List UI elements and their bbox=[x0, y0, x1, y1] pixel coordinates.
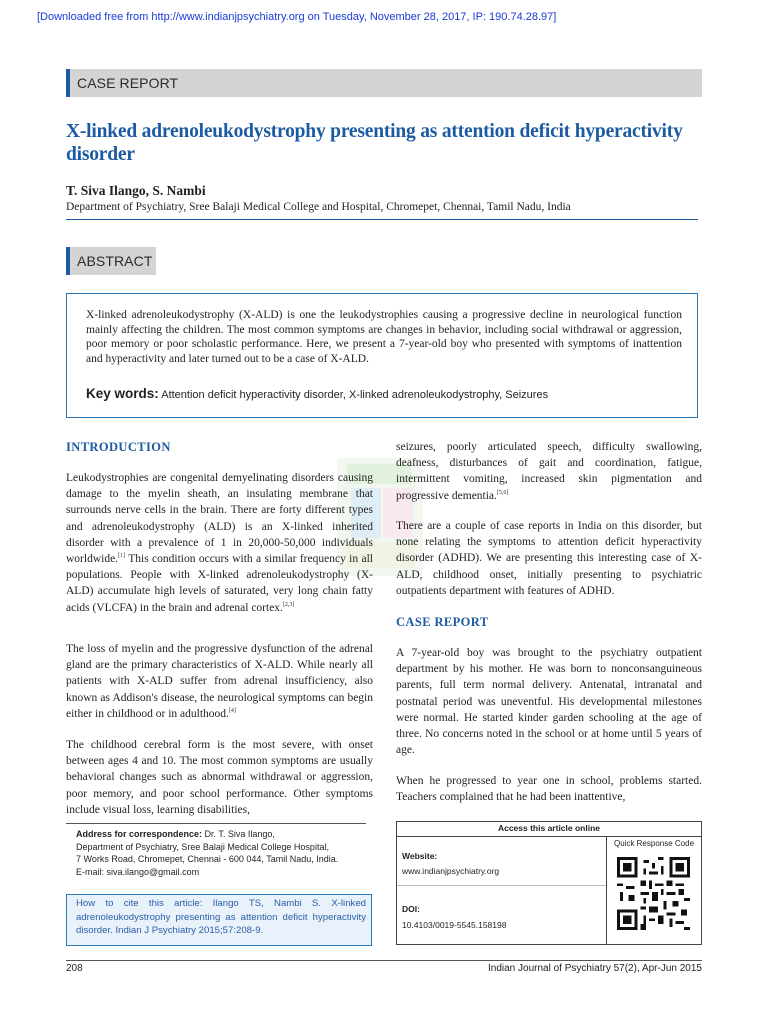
keywords-list: Attention deficit hyperactivity disorder, X-linked adrenoleukodystrophy, Seizures bbox=[161, 389, 549, 401]
section-label-bar bbox=[66, 69, 702, 97]
access-box-divider bbox=[606, 837, 607, 945]
correspondence-line: 7 Works Road, Chromepet, Chennai - 600 044, Tamil Nadu, India. bbox=[76, 854, 339, 865]
introduction-paragraph-3: The childhood cerebral form is the most severe, with onset between ages 4 and 10. The most common symptoms are usually behavioral changes such as abnormal withdrawal or aggression, poor memory, and poor school performance. Other symptoms include visual loss, learning disabilities, bbox=[66, 739, 373, 816]
citation-ref: [2,3] bbox=[282, 601, 295, 608]
citation-ref: [4] bbox=[228, 707, 236, 714]
citation-ref: [1] bbox=[118, 553, 126, 560]
correspondence-block bbox=[76, 828, 338, 878]
qr-code-icon[interactable] bbox=[617, 857, 690, 930]
page-number: 208 bbox=[66, 963, 83, 974]
correspondence-divider bbox=[66, 823, 366, 824]
citation-ref: [5,6] bbox=[496, 489, 509, 496]
citation-text: How to cite this article: Ilango TS, Nambi S. X-linked adrenoleukodystrophy presenting as attention deficit hyperactivity disorder. Indian J Psychiatry 2015;57:208-9. bbox=[76, 898, 366, 937]
article-title: X-linked adrenoleukodystrophy presenting as attention deficit hyperactivity disorder bbox=[66, 121, 683, 165]
qr-code-label: Quick Response Code bbox=[613, 839, 695, 848]
footer-divider bbox=[66, 960, 702, 961]
right-column-paragraph-1: seizures, poorly articulated speech, difficulty swallowing, deafness, disturbances of gait and coordination, fatigue, intermittent vomiting, increased skin pigmentation and progressive dementia.[5,6] bbox=[396, 441, 702, 502]
introduction-heading: INTRODUCTION bbox=[66, 440, 171, 454]
correspondence-name: Dr. T. Siva Ilango, bbox=[204, 829, 275, 839]
doi-label: DOI: bbox=[402, 904, 420, 914]
case-report-paragraph-2: When he progressed to year one in school, problems started. Teachers complained that he had been inattentive, bbox=[396, 775, 702, 804]
abstract-label-bar bbox=[66, 247, 156, 275]
title-divider bbox=[66, 219, 698, 220]
doi-link[interactable]: 10.4103/0019-5545.158198 bbox=[402, 920, 507, 930]
section-label: CASE REPORT bbox=[77, 75, 179, 91]
introduction-paragraph-1: Leukodystrophies are congenital demyelinating disorders causing damage to the myelin sheath, an insulating membrane that surrounds nerve cells in the brain. There are forty different types and adrenoleukodystrophy (ALD) is an X-linked inherited disorder with a prevalence of 1 in 20,000-50,000 individuals worldwide.[1] This condition occurs with a similar frequency in all populations. People with X-linked adrenoleukodystrophy (X-ALD) accumulate high levels of saturated, very long chain fatty acids (VLCFA) in the brain and adrenal cortex.[2,3] bbox=[66, 472, 373, 614]
access-box-rule bbox=[397, 885, 606, 886]
abstract-text: X-linked adrenoleukodystrophy (X-ALD) is one the leukodystrophies causing a progressive decline in neurological function mainly affecting the children. The most common symptoms are changes in behavior, including social withdrawal or aggression, poor memory or poor scholastic performance. Here, we present a 7-year-old boy who presented with symptoms of inattention and hyperactivity and later turned out to be a case of X-ALD. bbox=[86, 309, 682, 365]
correspondence-line: Department of Psychiatry, Sree Balaji Medical College Hospital, bbox=[76, 841, 329, 852]
download-notice: [Downloaded free from http://www.indianjpsychiatry.org on Tuesday, November 28, 2017, IP: 190.74.28.97] bbox=[37, 11, 557, 23]
article-authors: T. Siva Ilango, S. Nambi bbox=[66, 183, 206, 198]
journal-citation-footer: Indian Journal of Psychiatry 57(2), Apr-Jun 2015 bbox=[487, 963, 702, 974]
introduction-paragraph-2: The loss of myelin and the progressive dysfunction of the adrenal gland are the primary characteristics of X-ALD. While nearly all patients with X-ALD suffer from adrenal insufficiency, also known as Addison's disease, the neurological symptoms can begin either in childhood or in adulthood.[4] bbox=[66, 643, 373, 720]
correspondence-label: Address for correspondence: bbox=[76, 829, 203, 839]
abstract-label: ABSTRACT bbox=[77, 253, 153, 269]
case-report-heading: CASE REPORT bbox=[396, 615, 489, 629]
article-affiliation: Department of Psychiatry, Sree Balaji Medical College and Hospital, Chromepet, Chennai, Tamil Nadu, India bbox=[66, 201, 571, 213]
keywords bbox=[86, 386, 548, 401]
website-link[interactable]: www.indianjpsychiatry.org bbox=[402, 866, 500, 876]
keywords-label: Key words: bbox=[86, 386, 159, 401]
access-article-header: Access this article online bbox=[396, 821, 702, 837]
website-label: Website: bbox=[402, 851, 438, 861]
right-column-paragraph-2: There are a couple of case reports in India on this disorder, but none relating the symptoms to attention deficit hyperactivity disorder (ADHD). We are presenting this interesting case of X-ALD, childhood onset, initially presenting to psychiatric outpatients department with features of ADHD. bbox=[396, 520, 702, 597]
case-report-paragraph-1: A 7-year-old boy was brought to the psychiatry outpatient department by his mother. He was born to nonconsanguineous parents, full term normal delivery. Antenatal, intranatal and postnatal period was uneventful. His developmental milestones were normal. He started kinder garden schooling at the age of three. No concerns noted in the school or at home until 5 years of age. bbox=[396, 647, 702, 757]
correspondence-email[interactable]: E-mail: siva.ilango@gmail.com bbox=[76, 866, 200, 877]
